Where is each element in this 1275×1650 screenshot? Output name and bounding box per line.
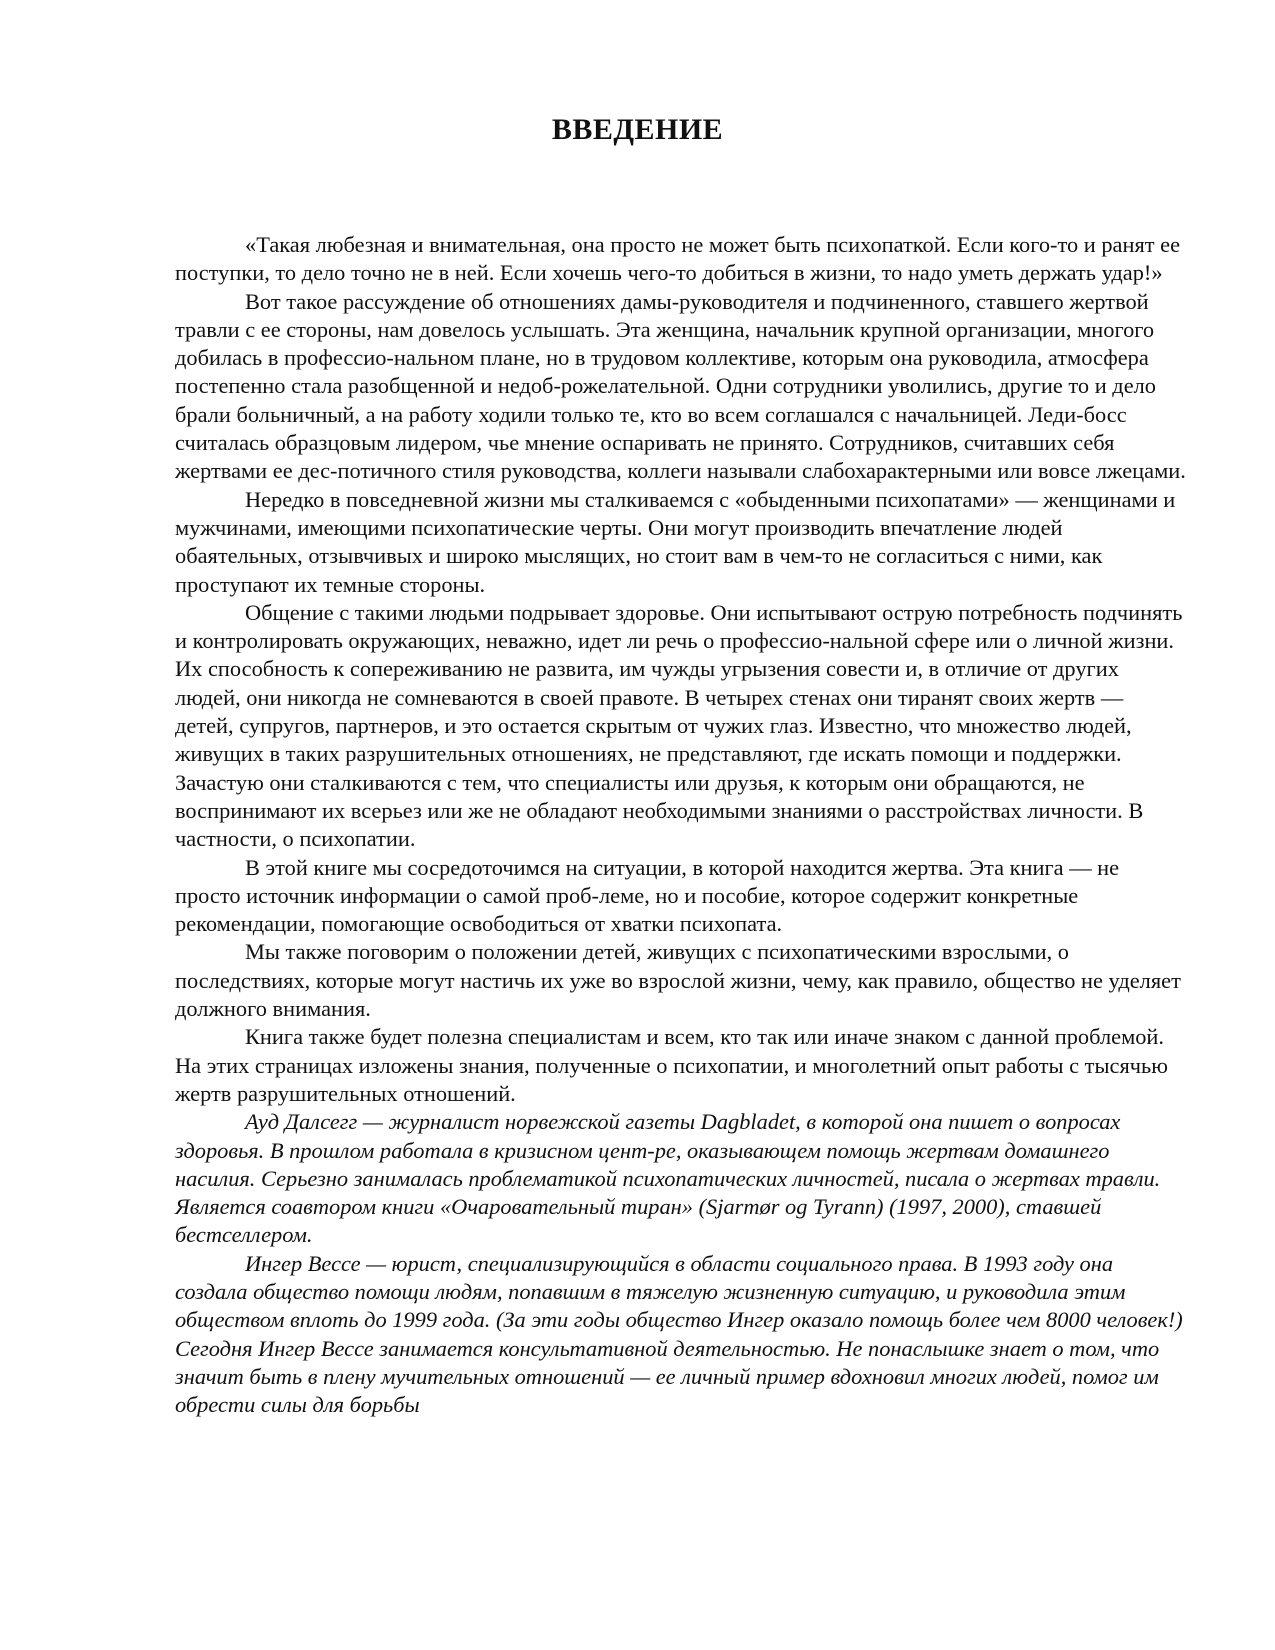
paragraph: Общение с такими людьми подрывает здоровье. Они испытывают острую потребность подчинять и контролировать окружающих, неважно, идет ли речь о профессио-нальной сфере или о личной жизни. Их способность к сопереживанию не развита, им чужды угрызения совести и, в отличие от других людей, они никогда не сомневаются в своей правоте. В четырех стенах они тиранят своих жертв — детей, супругов, партнеров, и это остается скрытым от чужих глаз. Известно, что множество людей, живущих в таких разрушительных отношениях, не представляют, где искать помощи и поддержки. Зачастую они сталкиваются с тем, что специалисты или друзья, к которым они обращаются, не воспринимают их всерьез или же не обладают необходимыми знаниями о расстройствах личности. В частности, о психопатии.	[175, 599, 1183, 852]
paragraph: В этой книге мы сосредоточимся на ситуации, в которой находится жертва. Эта книга — не просто источник информации о самой проб-леме, но и пособие, которое содержит конкретные рекомендации, помогающие освободиться от хватки психопата.	[175, 854, 1120, 937]
body-text	[175, 231, 1187, 1419]
paragraph: Книга также будет полезна специалистам и всем, кто так или иначе знаком с данной проблемой. На этих страницах изложены знания, полученные о психопатии, и многолетний опыт работы с тысячью жертв разрушительных отношений.	[175, 1024, 1168, 1106]
paragraph: Мы также поговорим о положении детей, живущих с психопатическими взрослыми, о последствиях, которые могут настичь их уже во взрослой жизни, чему, как правило, общество не уделяет должного внимания.	[175, 939, 1181, 1022]
page-title: ВВЕДЕНИЕ	[551, 113, 724, 146]
paragraph: Нередко в повседневной жизни мы сталкиваемся с «обыденными психопатами» — женщинами и мужчинами, имеющими психопатические черты. Они могут производить впечатление людей обаятельных, отзывчивых и широко мыслящих, но стоит вам в чем-то не согласиться с ними, как проступают их темные стороны.	[175, 486, 1176, 597]
paragraph: Вот такое рассуждение об отношениях дамы-руководителя и подчиненного, ставшего жертвой травли с ее стороны, нам довелось услышать. Эта женщина, начальник крупной организации, многого добилась в профессио-нальном плане, но в трудовом коллективе, которым она руководила, атмосфера постепенно стала разобщенной и недоб-рожелательной. Одни сотрудники уволились, другие то и дело брали больничный, а на работу ходили только те, кто во всем соглашался с начальницей. Леди-босс считалась образцовым лидером, чье мнение оспаривать не принято. Сотрудников, считавших себя жертвами ее дес-потичного стиля руководства, коллеги называли слабохарактерными или вовсе лжецами.	[175, 288, 1186, 484]
author-note-dalsegg: Ауд Далсегг — журналист норвежской газеты Dagbladet, в которой она пишет о вопросах здоровья. В прошлом работала в кризисном цент-ре, оказывающем помощь жертвам домашнего насилия. Серьезно занималась проблематикой психопатических личностей, писала о жертвах травли. Является соавтором книги «Очаровательный тиран» (Sjarmør og Tyrann) (1997, 2000), ставшей бестселлером.	[175, 1109, 1161, 1248]
paragraph-epigraph: «Такая любезная и внимательная, она просто не может быть психопаткой. Если кого-то и ранят ее поступки, то дело точно не в ней. Если хочешь чего-то добиться в жизни, то надо уметь держать удар!»	[175, 232, 1181, 286]
author-note-vesse: Ингер Вессе — юрист, специализирующийся в области социального права. В 1993 году она создала общество помощи людям, попавшим в тяжелую жизненную ситуацию, и руководила этим обществом вплоть до 1999 года. (За эти годы общество Ингер оказало помощь более чем 8000 человек!) Сегодня Ингер Вессе занимается консультативной деятельностью. Не понаслышке знает о том, что значит быть в плену мучительных отношений — ее личный пример вдохновил многих людей, помог им обрести силы для борьбы	[175, 1250, 1183, 1418]
